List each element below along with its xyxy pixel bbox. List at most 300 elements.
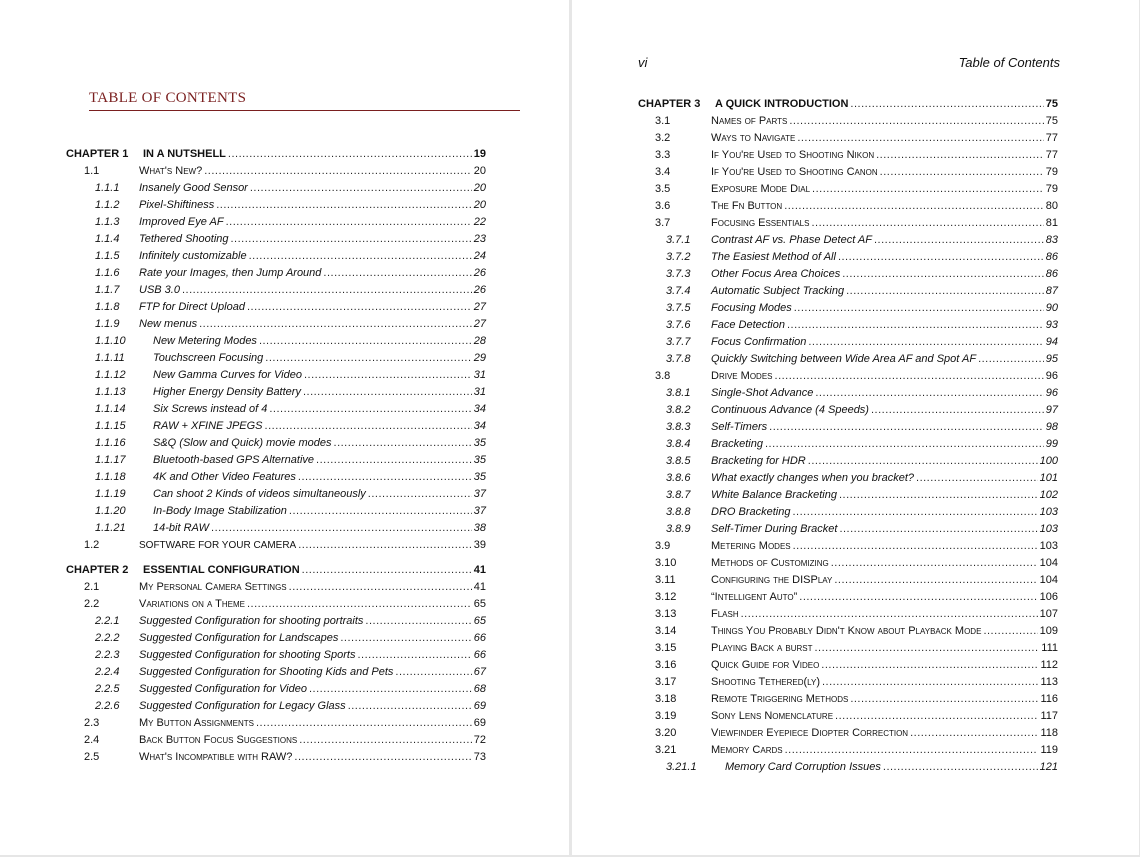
toc-entry[interactable]: [66, 613, 486, 630]
toc-entry[interactable]: [638, 283, 1058, 300]
dot-leader: [835, 708, 1038, 725]
toc-entry[interactable]: [66, 214, 486, 231]
toc-entry-number: 3.7.6: [666, 319, 691, 331]
toc-entry-number: 1.1.15: [95, 420, 126, 432]
toc-entry[interactable]: [638, 368, 1058, 385]
dot-leader: [250, 180, 472, 197]
dot-leader: [880, 164, 1044, 181]
toc-entry-number: 1.1.20: [95, 505, 126, 517]
toc-entry[interactable]: [66, 630, 486, 647]
toc-entry-page: 116: [1040, 693, 1058, 705]
toc-chapter-entry[interactable]: [66, 562, 486, 579]
toc-entry-page: 29: [473, 352, 486, 364]
toc-entry[interactable]: [638, 164, 1058, 181]
toc-entry-title: Six Screws instead of 4: [153, 403, 268, 415]
toc-entry-number: 2.4: [84, 734, 100, 746]
toc-entry-number: 2.2.1: [95, 615, 120, 627]
toc-entry-title: S&Q (Slow and Quick) movie modes: [153, 437, 332, 449]
toc-entry-page: 34: [473, 420, 486, 432]
toc-entry-page: 41: [473, 564, 486, 576]
toc-entry[interactable]: [638, 300, 1058, 317]
toc-entry-title: New Metering Modes: [153, 335, 257, 347]
toc-entry-title: DRO Bracketing: [711, 506, 791, 518]
dot-leader: [784, 198, 1044, 215]
toc-entry-page: 103: [1039, 523, 1058, 535]
dot-leader: [259, 333, 472, 350]
dot-leader: [340, 630, 471, 647]
toc-entry[interactable]: [638, 725, 1058, 742]
toc-entry-title: What's New?: [139, 165, 203, 177]
toc-entry[interactable]: [66, 316, 486, 333]
toc-entry-title: SOFTWARE FOR YOUR CAMERA: [139, 540, 297, 551]
toc-entry-title: Self-Timers: [711, 421, 768, 433]
toc-entry-number: 2.3: [84, 717, 100, 729]
toc-entry-page: 77: [1045, 149, 1058, 161]
dot-leader: [323, 265, 471, 282]
toc-entry[interactable]: [638, 181, 1058, 198]
toc-entry-title: Suggested Configuration for shooting Sports: [139, 649, 356, 661]
toc-entry-number: 1.1.2: [95, 199, 120, 211]
toc-entry-number: 3.7.7: [666, 336, 691, 348]
dot-leader: [821, 657, 1038, 674]
dot-leader: [765, 436, 1044, 453]
dot-leader: [299, 732, 472, 749]
dot-leader: [247, 596, 472, 613]
dot-leader: [365, 613, 471, 630]
toc-entry-title: The Easiest Method of All: [711, 251, 836, 263]
dot-leader: [231, 231, 472, 248]
toc-entry[interactable]: [638, 640, 1058, 657]
toc-entry[interactable]: [66, 231, 486, 248]
toc-entry[interactable]: [66, 248, 486, 265]
toc-entry[interactable]: [638, 589, 1058, 606]
toc-entry[interactable]: [66, 265, 486, 282]
toc-entry[interactable]: [638, 419, 1058, 436]
toc-entry-number: 1.1.19: [95, 488, 126, 500]
toc-entry-page: 37: [473, 505, 486, 517]
toc-entry[interactable]: [66, 469, 486, 486]
toc-entry[interactable]: [66, 732, 486, 749]
toc-entry[interactable]: [638, 113, 1058, 130]
dot-leader: [395, 664, 471, 681]
dot-leader: [741, 606, 1038, 623]
toc-entry-page: 26: [473, 267, 486, 279]
toc-entry[interactable]: [638, 334, 1058, 351]
toc-entry-page: 23: [473, 233, 486, 245]
toc-entry-page: 37: [473, 488, 486, 500]
dot-leader: [983, 623, 1037, 640]
toc-entry-page: 35: [473, 471, 486, 483]
toc-entry-number: 2.2.2: [95, 632, 120, 644]
toc-entry-number: 2.2: [84, 598, 100, 610]
toc-entry[interactable]: [66, 435, 486, 452]
toc-entry[interactable]: [638, 623, 1058, 640]
toc-entry-page: 68: [473, 683, 486, 695]
dot-leader: [834, 572, 1037, 589]
dot-leader: [294, 749, 471, 766]
toc-entry-number: 3.19: [655, 710, 677, 722]
toc-entry-page: 39: [473, 539, 486, 551]
dot-leader: [808, 453, 1038, 470]
toc-entry-page: 66: [473, 632, 486, 644]
toc-entry[interactable]: [66, 299, 486, 316]
toc-entry[interactable]: [66, 367, 486, 384]
toc-entry-number: 1.1.5: [95, 250, 120, 262]
toc-entry-page: 86: [1045, 268, 1058, 280]
toc-entry-title: Contrast AF vs. Phase Detect AF: [711, 234, 872, 246]
toc-entry[interactable]: [66, 537, 486, 554]
toc-entry-title: Names of Parts: [711, 115, 788, 127]
toc-entry-title: ESSENTIAL CONFIGURATION: [143, 564, 300, 576]
dot-leader: [850, 96, 1043, 113]
toc-entry-page: 104: [1039, 574, 1058, 586]
toc-entry[interactable]: [66, 197, 486, 214]
toc-entry-number: 1.1.17: [95, 454, 126, 466]
dot-leader: [334, 435, 472, 452]
toc-entry-title: 4K and Other Video Features: [153, 471, 296, 483]
toc-entry[interactable]: [638, 453, 1058, 470]
dot-leader: [228, 146, 472, 163]
toc-entry-page: 79: [1045, 166, 1058, 178]
toc-entry[interactable]: [66, 664, 486, 681]
toc-entry[interactable]: [638, 572, 1058, 589]
toc-entry[interactable]: [638, 198, 1058, 215]
toc-entry-page: 22: [473, 216, 486, 228]
dot-leader: [808, 334, 1043, 351]
toc-entry[interactable]: [638, 470, 1058, 487]
dot-leader: [910, 725, 1038, 742]
dot-leader: [792, 504, 1037, 521]
toc-entry-number: 3.7.4: [666, 285, 691, 297]
toc-entry-page: 94: [1045, 336, 1058, 348]
toc-entry-number: 3.20: [655, 727, 677, 739]
dot-leader: [309, 681, 472, 698]
toc-entry-title: The Fn Button: [711, 200, 783, 212]
toc-entry-number: 3.7.2: [666, 251, 691, 263]
toc-entry-title: Pixel-Shiftiness: [139, 199, 215, 211]
toc-entry[interactable]: [638, 504, 1058, 521]
dot-leader: [216, 197, 472, 214]
toc-entry-page: 75: [1045, 115, 1058, 127]
toc-entry-title: 14-bit RAW: [153, 522, 210, 534]
toc-entry-page: 65: [473, 598, 486, 610]
toc-entry-page: 73: [473, 751, 486, 763]
dot-leader: [269, 401, 471, 418]
toc-entry-page: 99: [1045, 438, 1058, 450]
toc-entry-title: My Personal Camera Settings: [139, 581, 287, 593]
toc-entry-title: Other Focus Area Choices: [711, 268, 841, 280]
toc-entry[interactable]: [66, 698, 486, 715]
toc-entry[interactable]: [638, 402, 1058, 419]
toc-entry[interactable]: [66, 418, 486, 435]
toc-entry-title: Quick Guide for Video: [711, 659, 820, 671]
toc-entry-title: IN A NUTSHELL: [143, 148, 226, 160]
toc-entry-number: 3.8.5: [666, 455, 691, 467]
dot-leader: [303, 384, 472, 401]
toc-entry-number: 3.8.3: [666, 421, 691, 433]
toc-entry[interactable]: [66, 486, 486, 503]
toc-entry-page: 104: [1039, 557, 1058, 569]
toc-entry-title: In-Body Image Stabilization: [153, 505, 287, 517]
toc-entry[interactable]: [638, 249, 1058, 266]
toc-entry-number: 3.7: [655, 217, 671, 229]
dot-leader: [797, 130, 1043, 147]
toc-entry[interactable]: [66, 163, 486, 180]
dot-leader: [846, 283, 1044, 300]
toc-entry-page: 102: [1039, 489, 1058, 501]
toc-entry-title: Viewfinder Eyepiece Diopter Correction: [711, 727, 909, 739]
toc-entry-number: 3.9: [655, 540, 671, 552]
toc-entry-number: 3.16: [655, 659, 677, 671]
toc-entry-title: Ways to Navigate: [711, 132, 796, 144]
toc-entry[interactable]: [638, 742, 1058, 759]
dot-leader: [838, 249, 1044, 266]
dot-leader: [289, 503, 472, 520]
toc-entry[interactable]: [638, 130, 1058, 147]
dot-leader: [822, 674, 1038, 691]
toc-entry-page: 90: [1045, 302, 1058, 314]
toc-entry[interactable]: [66, 647, 486, 664]
toc-entry-title: Things You Probably Didn't Know about Playback Mode: [711, 625, 982, 637]
toc-entry-page: 97: [1045, 404, 1058, 416]
toc-entry-number: 3.7.3: [666, 268, 691, 280]
toc-entry-title: Memory Cards: [711, 744, 783, 756]
toc-entry-number: 1.1.13: [95, 386, 126, 398]
dot-leader: [302, 562, 472, 579]
toc-entry-title: RAW + XFINE JPEGS: [153, 420, 263, 432]
toc-entry-page: 24: [473, 250, 486, 262]
dot-leader: [839, 521, 1037, 538]
dot-leader: [256, 715, 472, 732]
toc-entry-number: 1.1.8: [95, 301, 120, 313]
toc-entry-title: Remote Triggering Methods: [711, 693, 849, 705]
toc-entry-page: 27: [473, 301, 486, 313]
toc-entry[interactable]: [638, 555, 1058, 572]
toc-entry-number: 3.4: [655, 166, 671, 178]
toc-entry-title: Bluetooth-based GPS Alternative: [153, 454, 315, 466]
toc-entry[interactable]: [66, 452, 486, 469]
toc-entry[interactable]: [638, 487, 1058, 504]
toc-entry-number: 3.10: [655, 557, 677, 569]
toc-entry-page: 109: [1039, 625, 1058, 637]
toc-entry[interactable]: [638, 521, 1058, 538]
dot-leader: [812, 181, 1044, 198]
toc-entry-title: Focusing Modes: [711, 302, 792, 314]
toc-entry[interactable]: [66, 503, 486, 520]
toc-entry-page: 65: [473, 615, 486, 627]
toc-entry-title: Bracketing: [711, 438, 763, 450]
toc-entry-page: 28: [473, 335, 486, 347]
toc-entry[interactable]: [638, 674, 1058, 691]
toc-entry[interactable]: [638, 606, 1058, 623]
toc-entry-number: 3.15: [655, 642, 677, 654]
toc-entry[interactable]: [66, 180, 486, 197]
toc-entry-title: Infinitely customizable: [139, 250, 247, 262]
toc-entry[interactable]: [638, 351, 1058, 368]
toc-entry-title: Can shoot 2 Kinds of videos simultaneously: [153, 488, 366, 500]
toc-entry-title: Self-Timer During Bracket: [711, 523, 838, 535]
dot-leader: [368, 486, 472, 503]
dot-leader: [348, 698, 472, 715]
toc-entry[interactable]: [638, 232, 1058, 249]
toc-entry-number: 1.1.16: [95, 437, 126, 449]
toc-entry-title: Higher Energy Density Battery: [153, 386, 301, 398]
toc-entry[interactable]: [638, 147, 1058, 164]
toc-entry-title: Flash: [711, 608, 739, 620]
toc-entry-title: Methods of Customizing: [711, 557, 829, 569]
toc-entry-title: Suggested Configuration for Legacy Glass: [139, 700, 346, 712]
toc-entry[interactable]: [66, 520, 486, 537]
toc-entry[interactable]: [638, 215, 1058, 232]
toc-entry-title: Playing Back a burst: [711, 642, 813, 654]
toc-entry-page: 19: [473, 148, 486, 160]
dot-leader: [799, 589, 1037, 606]
toc-entry-title: New Gamma Curves for Video: [153, 369, 302, 381]
dot-leader: [204, 163, 472, 180]
toc-entry-page: 31: [473, 369, 486, 381]
dot-leader: [871, 402, 1044, 419]
dot-leader: [265, 418, 472, 435]
toc-entry-title: Continuous Advance (4 Speeds): [711, 404, 869, 416]
dot-leader: [815, 385, 1043, 402]
toc-entry-number: 3.5: [655, 183, 671, 195]
toc-chapter-entry[interactable]: [638, 96, 1058, 113]
toc-entry-title: Sony Lens Nomenclature: [711, 710, 834, 722]
dot-leader: [785, 742, 1039, 759]
dot-leader: [850, 691, 1038, 708]
toc-entry-page: 20: [473, 199, 486, 211]
toc-entry-title: Bracketing for HDR: [711, 455, 806, 467]
toc-entry[interactable]: [66, 715, 486, 732]
toc-entry[interactable]: [66, 579, 486, 596]
toc-entry-number: 1.1.6: [95, 267, 120, 279]
toc-entry-page: 96: [1045, 370, 1058, 382]
dot-leader: [298, 537, 472, 554]
toc-entry-title: My Button Assignments: [139, 717, 254, 729]
toc-entry[interactable]: [638, 657, 1058, 674]
toc-chapter-entry[interactable]: [66, 146, 486, 163]
toc-entry-number: 3.12: [655, 591, 677, 603]
toc-entry[interactable]: [638, 708, 1058, 725]
toc-entry[interactable]: [66, 333, 486, 350]
toc-entry-number: 3.8.4: [666, 438, 691, 450]
toc-entry-page: 38: [473, 522, 486, 534]
toc-entry[interactable]: [638, 317, 1058, 334]
toc-entry[interactable]: [66, 401, 486, 418]
toc-entry[interactable]: [66, 350, 486, 367]
toc-entry-number: 2.5: [84, 751, 100, 763]
toc-entry[interactable]: [66, 282, 486, 299]
toc-entry-number: 2.1: [84, 581, 100, 593]
toc-entry-page: 20: [473, 165, 486, 177]
toc-entry[interactable]: [638, 436, 1058, 453]
toc-entry-number: 3.8.2: [666, 404, 691, 416]
toc-entry-title: Suggested Configuration for shooting portraits: [139, 615, 364, 627]
dot-leader: [199, 316, 472, 333]
toc-entry-page: 72: [473, 734, 486, 746]
toc-entry-title: Face Detection: [711, 319, 785, 331]
toc-entry[interactable]: [66, 681, 486, 698]
toc-entry-page: 117: [1040, 710, 1058, 722]
toc-entry[interactable]: [638, 538, 1058, 555]
toc-entry-number: 3.7.1: [666, 234, 691, 246]
toc-entry-page: 93: [1045, 319, 1058, 331]
toc-entry-number: 3.7.8: [666, 353, 691, 365]
toc-entry-title: If You're Used to Shooting Canon: [711, 166, 878, 178]
dot-leader: [182, 282, 472, 299]
toc-entry-title: Suggested Configuration for Video: [139, 683, 307, 695]
toc-entry-number: 1.1.3: [95, 216, 120, 228]
toc-entry[interactable]: [66, 384, 486, 401]
toc-entry-title: White Balance Bracketing: [711, 489, 837, 501]
dot-leader: [226, 214, 472, 231]
toc-entry-page: 80: [1045, 200, 1058, 212]
toc-entry-number: 2.2.5: [95, 683, 120, 695]
dot-leader: [298, 469, 472, 486]
toc-entry-page: 31: [473, 386, 486, 398]
toc-entry[interactable]: [66, 596, 486, 613]
toc-entry-number: CHAPTER 1: [66, 148, 129, 160]
toc-entry-title: FTP for Direct Upload: [139, 301, 245, 313]
dot-leader: [304, 367, 472, 384]
toc-entry-number: 2.2.4: [95, 666, 120, 678]
toc-entry-page: 101: [1039, 472, 1058, 484]
toc-entry[interactable]: [638, 385, 1058, 402]
toc-entry-page: 112: [1040, 659, 1058, 671]
toc-entry-page: 69: [473, 700, 486, 712]
toc-entry[interactable]: [638, 691, 1058, 708]
dot-leader: [831, 555, 1038, 572]
dot-leader: [793, 538, 1038, 555]
toc-entry-page: 41: [473, 581, 486, 593]
right-page: [572, 0, 1139, 855]
toc-entry-number: 1.1.21: [95, 522, 126, 534]
toc-entry-number: 3.13: [655, 608, 677, 620]
toc-entry-number: 1.1.18: [95, 471, 126, 483]
toc-heading: TABLE OF CONTENTS: [89, 90, 520, 111]
dot-leader: [839, 487, 1038, 504]
toc-entry-number: 1.1.12: [95, 369, 126, 381]
toc-entry-page: 111: [1041, 642, 1058, 654]
dot-leader: [357, 647, 471, 664]
toc-entry-number: 3.1: [655, 115, 671, 127]
toc-entry-title: Suggested Configuration for Shooting Kids and Pets: [139, 666, 394, 678]
toc-entry-number: 1.1.11: [95, 352, 125, 364]
toc-entry-page: 66: [473, 649, 486, 661]
toc-entry-title: Configuring the DISPlay: [711, 574, 833, 586]
dot-leader: [211, 520, 472, 537]
toc-entry-number: 3.2: [655, 132, 671, 144]
dot-leader: [789, 113, 1043, 130]
toc-entry[interactable]: [66, 749, 486, 766]
toc-entry-number: 1.1.4: [95, 233, 120, 245]
toc-entry-page: 103: [1039, 540, 1058, 552]
toc-entry[interactable]: [638, 266, 1058, 283]
dot-leader: [769, 419, 1044, 436]
toc-entry-page: 27: [473, 318, 486, 330]
dot-leader: [876, 147, 1044, 164]
toc-entry-page: 118: [1040, 727, 1058, 739]
dot-leader: [247, 299, 472, 316]
toc-entry-page: 96: [1045, 387, 1058, 399]
dot-leader: [842, 266, 1044, 283]
toc-entry-page: 98: [1045, 421, 1058, 433]
toc-entry[interactable]: [638, 759, 1058, 776]
toc-entry-title: Insanely Good Sensor: [139, 182, 248, 194]
toc-entry-number: 3.18: [655, 693, 677, 705]
toc-entry-number: 1.1.14: [95, 403, 126, 415]
toc-entry-title: Rate your Images, then Jump Around: [139, 267, 322, 279]
